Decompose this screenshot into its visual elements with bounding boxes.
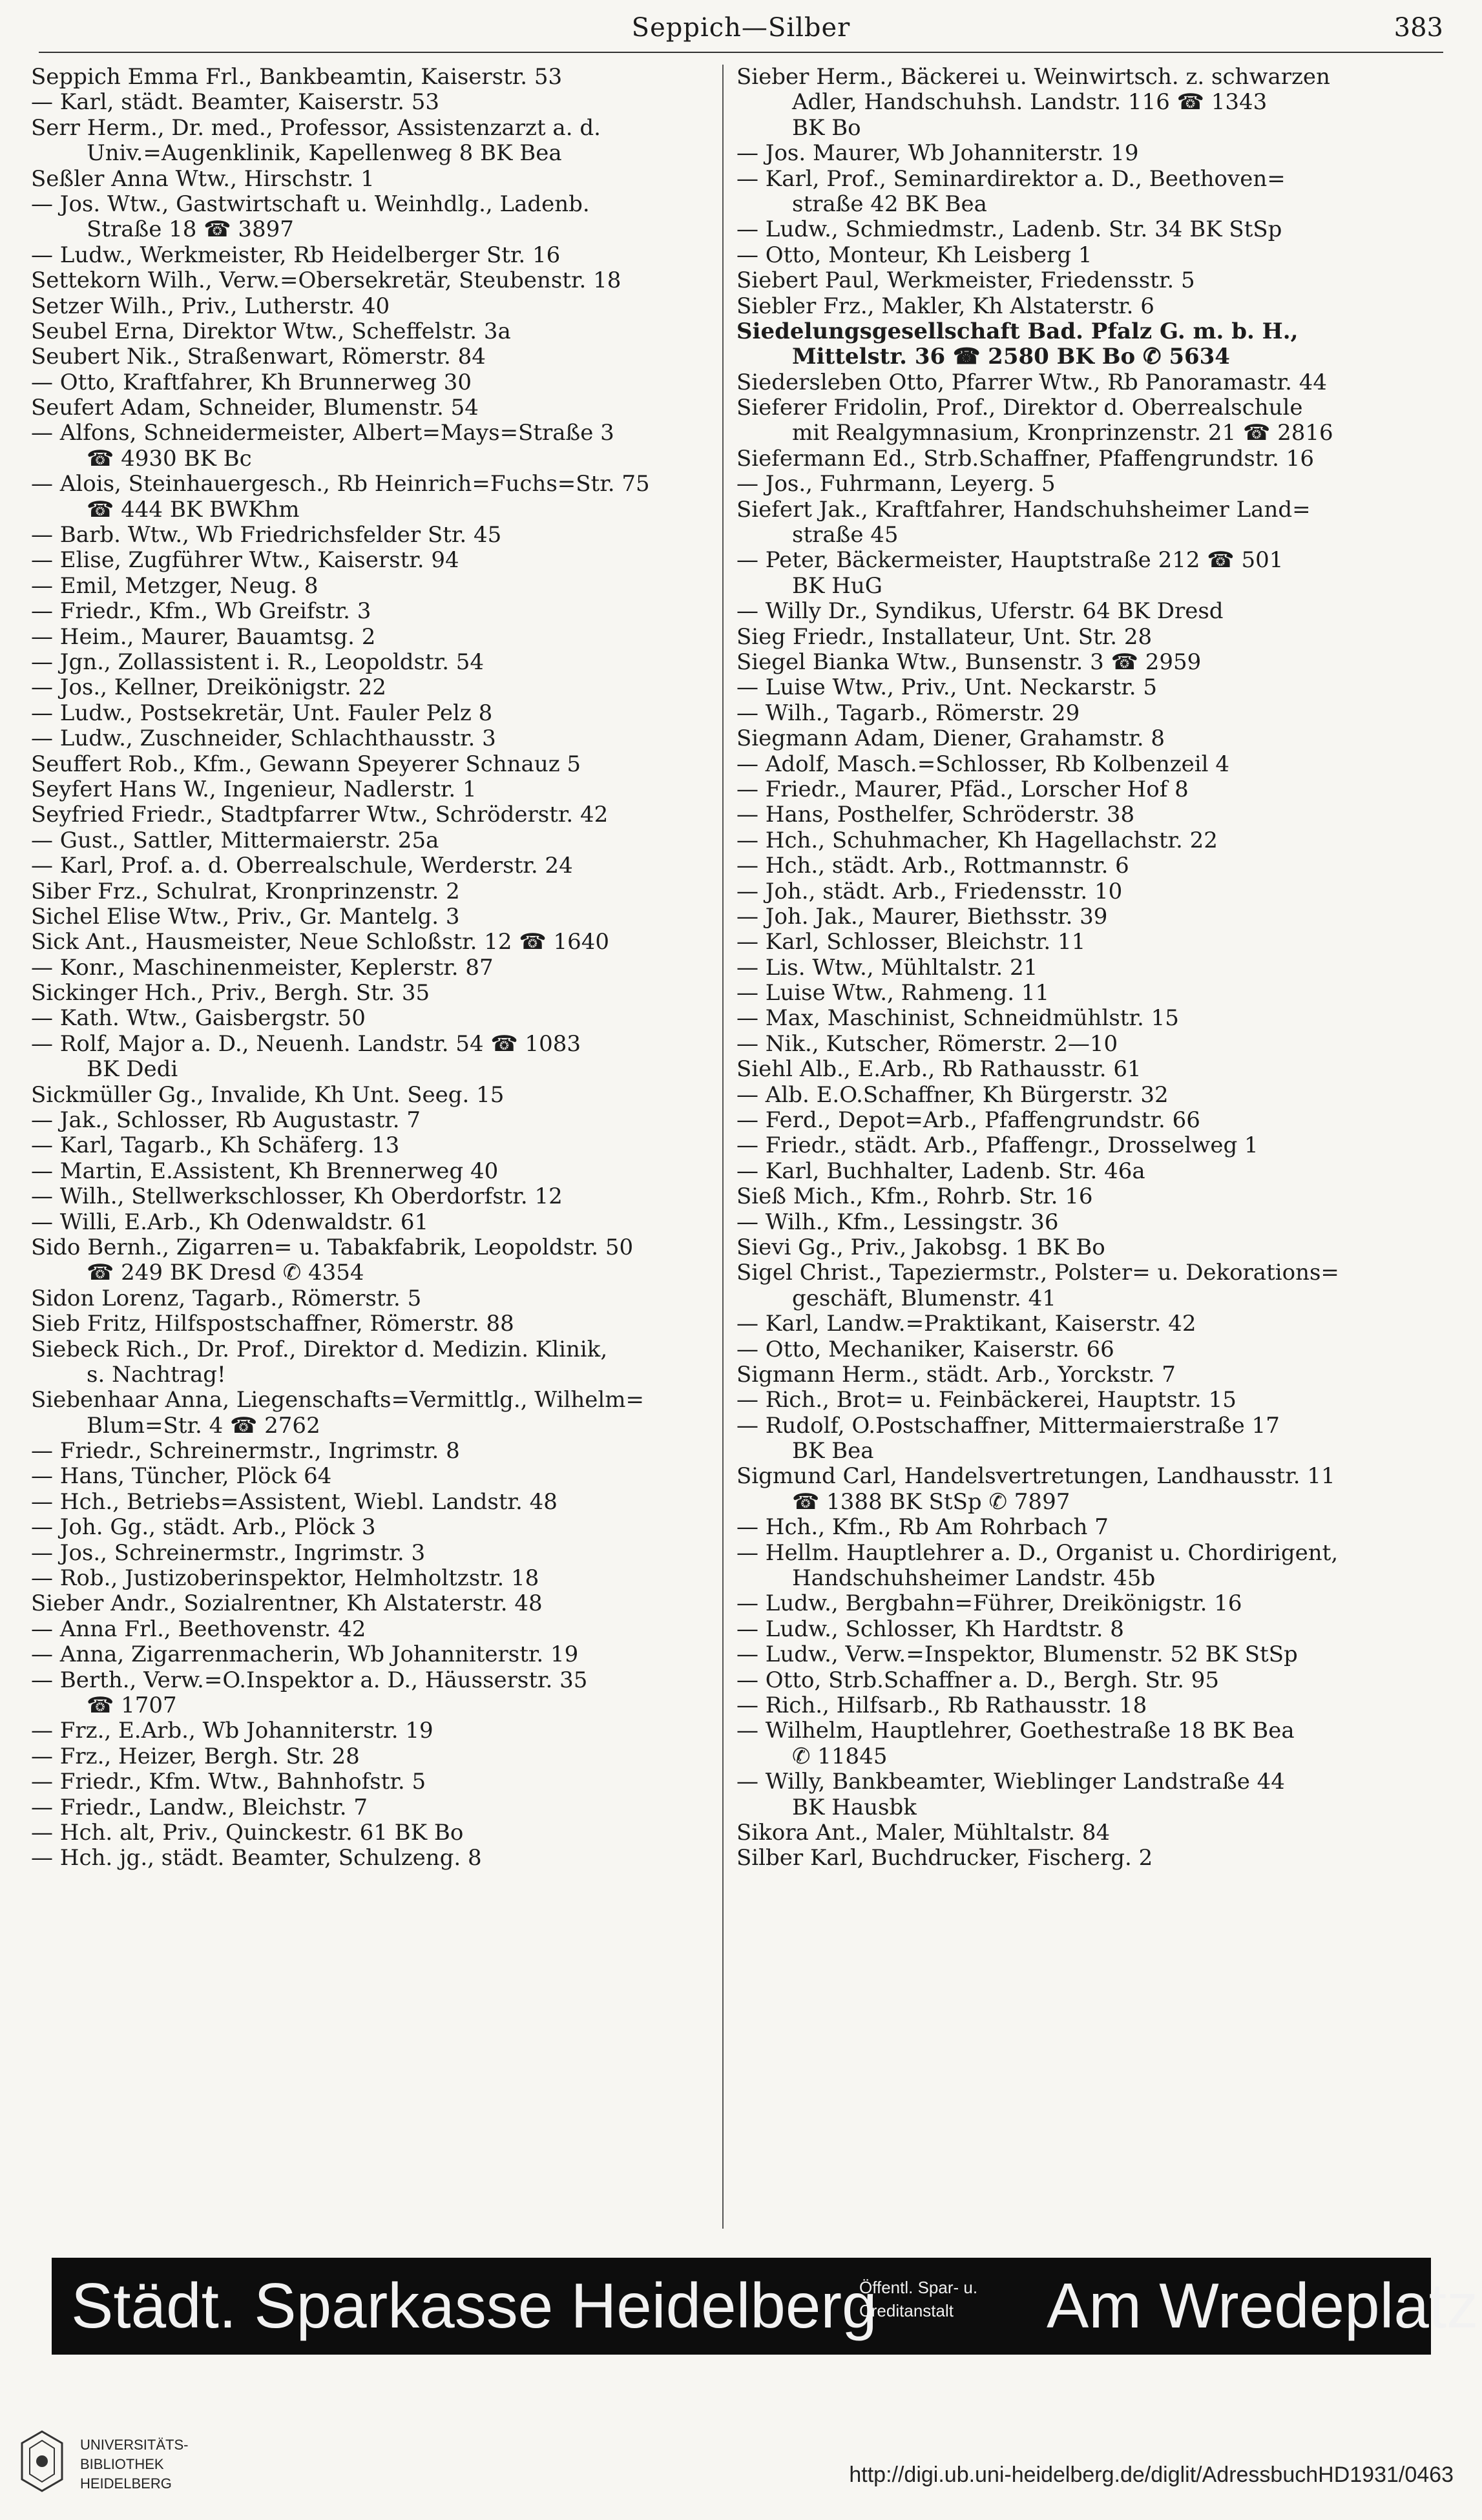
directory-entry: Silber Karl, Buchdrucker, Fischerg. 2 [736, 1845, 1153, 1871]
directory-entry: — Karl, Schlosser, Bleichstr. 11 [736, 929, 1086, 955]
directory-entry: Sichel Elise Wtw., Priv., Gr. Mantelg. 3 [31, 903, 460, 930]
directory-entry: — Willy Dr., Syndikus, Uferstr. 64 BK Dresd [736, 598, 1224, 625]
directory-entry: Straße 18 ☎ 3897 [87, 216, 294, 243]
directory-entry: Sidon Lorenz, Tagarb., Römerstr. 5 [31, 1285, 422, 1311]
directory-entry: — Otto, Kraftfahrer, Kh Brunnerweg 30 [31, 369, 472, 395]
directory-entry: Siebert Paul, Werkmeister, Friedensstr. 5 [736, 267, 1195, 294]
directory-entry: — Peter, Bäckermeister, Hauptstraße 212 ☎ 501 [736, 547, 1284, 574]
directory-entry: — Jgn., Zollassistent i. R., Leopoldstr. 54 [31, 649, 485, 675]
directory-entry: — Barb. Wtw., Wb Friedrichsfelder Str. 45 [31, 522, 502, 548]
directory-entry: — Ludw., Schmiedmstr., Ladenb. Str. 34 BK StSp [736, 216, 1282, 243]
directory-entry: — Friedr., Kfm. Wtw., Bahnhofstr. 5 [31, 1769, 426, 1795]
directory-entry: — Ferd., Depot=Arb., Pfaffengrundstr. 66 [736, 1107, 1200, 1134]
directory-entry: Sigel Christ., Tapeziermstr., Polster= u. Dekorations= [736, 1260, 1339, 1286]
banner-location: Am Wredeplatz [1047, 2270, 1479, 2341]
directory-entry: — Otto, Strb.Schaffner a. D., Bergh. Str. 95 [736, 1667, 1219, 1693]
directory-entry: — Martin, E.Assistent, Kh Brennerweg 40 [31, 1158, 499, 1184]
directory-entry: straße 42 BK Bea [792, 191, 987, 217]
directory-entry: ☎ 4930 BK Bc [87, 445, 252, 472]
directory-entry: Adler, Handschuhsh. Landstr. 116 ☎ 1343 [792, 89, 1268, 116]
directory-entry: Sieferer Fridolin, Prof., Direktor d. Oberrealschule [736, 395, 1303, 421]
directory-entry: Sieber Andr., Sozialrentner, Kh Alstaterstr. 48 [31, 1590, 543, 1617]
directory-entry: Siedersleben Otto, Pfarrer Wtw., Rb Panoramastr. 44 [736, 369, 1327, 395]
library-name [80, 2435, 188, 2494]
directory-entry: Siebler Frz., Makler, Kh Alstaterstr. 6 [736, 293, 1154, 319]
directory-entry: — Ludw., Verw.=Inspektor, Blumenstr. 52 BK StSp [736, 1641, 1298, 1668]
directory-entry: — Gust., Sattler, Mittermaierstr. 25a [31, 827, 439, 853]
directory-entry: — Konr., Maschinenmeister, Keplerstr. 87 [31, 954, 494, 981]
header-rule [39, 52, 1443, 53]
directory-entry: s. Nachtrag! [87, 1361, 226, 1388]
directory-entry: — Alfons, Schneidermeister, Albert=Mays=Straße 3 [31, 420, 614, 446]
directory-entry: — Jos., Schreinermstr., Ingrimstr. 3 [31, 1539, 426, 1566]
directory-entry: — Kath. Wtw., Gaisbergstr. 50 [31, 1005, 366, 1032]
directory-entry: BK HuG [792, 572, 882, 599]
directory-entry: Siedelungsgesellschaft Bad. Pfalz G. m. b. H., [736, 318, 1299, 344]
directory-entry: — Anna Frl., Beethovenstr. 42 [31, 1616, 366, 1642]
directory-entry: — Hch. alt, Priv., Quinckestr. 61 BK Bo [31, 1819, 464, 1846]
directory-entry: — Willi, E.Arb., Kh Odenwaldstr. 61 [31, 1209, 429, 1235]
directory-entry: Sickmüller Gg., Invalide, Kh Unt. Seeg. 15 [31, 1081, 505, 1108]
directory-entry: Blum=Str. 4 ☎ 2762 [87, 1412, 320, 1439]
banner-subtitle [859, 2276, 977, 2322]
directory-entry: — Wilh., Tagarb., Römerstr. 29 [736, 700, 1080, 726]
directory-entry: — Joh. Jak., Maurer, Biethsstr. 39 [736, 903, 1108, 930]
directory-entry: — Frz., Heizer, Bergh. Str. 28 [31, 1743, 360, 1769]
directory-entry: straße 45 [792, 522, 899, 548]
directory-entry: — Wilhelm, Hauptlehrer, Goethestraße 18 BK Bea [736, 1718, 1295, 1744]
directory-entry: Seubel Erna, Direktor Wtw., Scheffelstr. 3a [31, 318, 511, 344]
directory-entry: — Karl, Buchhalter, Ladenb. Str. 46a [736, 1158, 1145, 1184]
directory-entry: — Rich., Brot= u. Feinbäckerei, Hauptstr. 15 [736, 1387, 1237, 1413]
directory-entry: Siegmann Adam, Diener, Grahamstr. 8 [736, 725, 1165, 752]
directory-entry: — Otto, Monteur, Kh Leisberg 1 [736, 242, 1092, 268]
directory-entry: ✆ 11845 [792, 1743, 888, 1769]
directory-entry: Siebeck Rich., Dr. Prof., Direktor d. Medizin. Klinik, [31, 1336, 608, 1362]
directory-entry: — Hans, Tüncher, Plöck 64 [31, 1463, 332, 1490]
directory-entry: — Ludw., Schlosser, Kh Hardtstr. 8 [736, 1616, 1124, 1642]
directory-entry: — Otto, Mechaniker, Kaiserstr. 66 [736, 1336, 1114, 1362]
directory-entry: — Hch., Schuhmacher, Kh Hagellachstr. 22 [736, 827, 1218, 853]
directory-entry: — Luise Wtw., Rahmeng. 11 [736, 980, 1050, 1006]
directory-entry: — Wilh., Stellwerkschlosser, Kh Oberdorfstr. 12 [31, 1183, 563, 1210]
directory-entry: Sick Ant., Hausmeister, Neue Schloßstr. 12 ☎ 1640 [31, 929, 610, 955]
directory-entry: Sigmund Carl, Handelsvertretungen, Landhausstr. 11 [736, 1463, 1335, 1490]
directory-entry: Siefermann Ed., Strb.Schaffner, Pfaffengrundstr. 16 [736, 445, 1314, 472]
directory-entry: — Jos. Maurer, Wb Johanniterstr. 19 [736, 140, 1139, 167]
library-name-line-1: UNIVERSITÄTS- [80, 2437, 189, 2453]
banner-subtitle-line-1: Öffentl. Spar- u. [859, 2278, 978, 2297]
directory-entry: Siber Frz., Schulrat, Kronprinzenstr. 2 [31, 878, 460, 904]
directory-entry: — Karl, Tagarb., Kh Schäferg. 13 [31, 1132, 400, 1159]
directory-entry: — Elise, Zugführer Wtw., Kaiserstr. 94 [31, 547, 459, 574]
directory-entry: — Friedr., städt. Arb., Pfaffengr., Drosselweg 1 [736, 1132, 1258, 1159]
library-name-line-3: HEIDELBERG [80, 2475, 172, 2492]
directory-entry: — Jos., Kellner, Dreikönigstr. 22 [31, 674, 386, 701]
directory-entry: Mittelstr. 36 ☎ 2580 BK Bo ✆ 5634 [792, 344, 1230, 370]
directory-entry: — Friedr., Schreinermstr., Ingrimstr. 8 [31, 1438, 460, 1464]
directory-entry: Siefert Jak., Kraftfahrer, Handschuhsheimer Land= [736, 496, 1311, 523]
directory-entry: — Joh., städt. Arb., Friedensstr. 10 [736, 878, 1123, 904]
directory-entry: — Karl, Landw.=Praktikant, Kaiserstr. 42 [736, 1311, 1196, 1337]
directory-entry: Seyfried Friedr., Stadtpfarrer Wtw., Schröderstr. 42 [31, 802, 609, 828]
directory-entry: ☎ 249 BK Dresd ✆ 4354 [87, 1260, 364, 1286]
directory-entry: — Rich., Hilfsarb., Rb Rathausstr. 18 [736, 1692, 1147, 1718]
directory-entry: BK Dedi [87, 1056, 178, 1083]
directory-entry: — Hch., städt. Arb., Rottmannstr. 6 [736, 853, 1129, 879]
directory-entry: — Heim., Maurer, Bauamtsg. 2 [31, 623, 376, 650]
directory-entry: Sikora Ant., Maler, Mühltalstr. 84 [736, 1819, 1111, 1846]
directory-entry: — Luise Wtw., Priv., Unt. Neckarstr. 5 [736, 674, 1157, 701]
directory-entry: Siegel Bianka Wtw., Bunsenstr. 3 ☎ 2959 [736, 649, 1202, 675]
directory-entry: — Hch. jg., städt. Beamter, Schulzeng. 8 [31, 1845, 482, 1871]
directory-entry: Univ.=Augenklinik, Kapellenweg 8 BK Bea [87, 140, 562, 167]
directory-entry: Settekorn Wilh., Verw.=Obersekretär, Steubenstr. 18 [31, 267, 621, 294]
directory-entry: ☎ 1707 [87, 1692, 177, 1718]
column-divider [722, 65, 724, 2229]
directory-entry: Handschuhsheimer Landstr. 45b [792, 1565, 1156, 1592]
directory-entry: — Hans, Posthelfer, Schröderstr. 38 [736, 802, 1135, 828]
directory-entry: — Rudolf, O.Postschaffner, Mittermaierstraße 17 [736, 1412, 1280, 1439]
directory-entry: — Ludw., Postsekretär, Unt. Fauler Pelz 8 [31, 700, 493, 726]
directory-entry: — Jos. Wtw., Gastwirtschaft u. Weinhdlg., Ladenb. [31, 191, 590, 217]
directory-entry: Serr Herm., Dr. med., Professor, Assistenzarzt a. d. [31, 114, 601, 141]
directory-entry: — Frz., E.Arb., Wb Johanniterstr. 19 [31, 1718, 433, 1744]
directory-entry: — Karl, Prof. a. d. Oberrealschule, Werderstr. 24 [31, 853, 573, 879]
page-title: Seppich—Silber [631, 13, 851, 43]
directory-entry: Seppich Emma Frl., Bankbeamtin, Kaiserstr. 53 [31, 64, 563, 90]
directory-entry: — Friedr., Landw., Bleichstr. 7 [31, 1794, 368, 1820]
library-name-line-2: BIBLIOTHEK [80, 2456, 164, 2472]
directory-entry: — Emil, Metzger, Neug. 8 [31, 572, 318, 599]
directory-entry: Seßler Anna Wtw., Hirschstr. 1 [31, 165, 375, 192]
directory-entry: — Joh. Gg., städt. Arb., Plöck 3 [31, 1514, 376, 1541]
directory-entry: — Hch., Kfm., Rb Am Rohrbach 7 [736, 1514, 1109, 1541]
directory-entry: — Nik., Kutscher, Römerstr. 2—10 [736, 1030, 1118, 1057]
directory-entry: Seufert Adam, Schneider, Blumenstr. 54 [31, 395, 479, 421]
right-column [736, 65, 1425, 2229]
directory-entry: Sieb Fritz, Hilfspostschaffner, Römerstr. 88 [31, 1311, 514, 1337]
directory-entry: — Friedr., Kfm., Wb Greifstr. 3 [31, 598, 371, 625]
directory-entry: Sigmann Herm., städt. Arb., Yorckstr. 7 [736, 1361, 1176, 1388]
directory-entry: — Jos., Fuhrmann, Leyerg. 5 [736, 471, 1056, 497]
university-library-logo-icon [19, 2429, 65, 2494]
directory-entry: — Hellm. Hauptlehrer a. D., Organist u. Chordirigent, [736, 1539, 1339, 1566]
banner-subtitle-line-2: Creditanstalt [859, 2301, 954, 2320]
directory-entry: — Ludw., Werkmeister, Rb Heidelberger Str. 16 [31, 242, 561, 268]
directory-entry: — Adolf, Masch.=Schlosser, Rb Kolbenzeil 4 [736, 751, 1229, 777]
directory-entry: Siehl Alb., E.Arb., Rb Rathausstr. 61 [736, 1056, 1142, 1083]
directory-entry: BK Bea [792, 1438, 874, 1464]
directory-entry: geschäft, Blumenstr. 41 [792, 1285, 1056, 1311]
directory-entry: — Anna, Zigarrenmacherin, Wb Johanniterstr. 19 [31, 1641, 579, 1668]
directory-entry: — Willy, Bankbeamter, Wieblinger Landstraße 44 [736, 1769, 1285, 1795]
directory-entry: Sieg Friedr., Installateur, Unt. Str. 28 [736, 623, 1153, 650]
directory-entry: Sieß Mich., Kfm., Rohrb. Str. 16 [736, 1183, 1093, 1210]
page-number: 383 [1393, 13, 1443, 43]
directory-entry: — Jak., Schlosser, Rb Augustastr. 7 [31, 1107, 421, 1134]
directory-entry: — Karl, städt. Beamter, Kaiserstr. 53 [31, 89, 440, 116]
directory-entry: — Ludw., Bergbahn=Führer, Dreikönigstr. 16 [736, 1590, 1242, 1617]
directory-entry: — Max, Maschinist, Schneidmühlstr. 15 [736, 1005, 1179, 1032]
directory-entry: ☎ 1388 BK StSp ✆ 7897 [792, 1488, 1070, 1515]
directory-entry: Seyfert Hans W., Ingenieur, Nadlerstr. 1 [31, 776, 477, 802]
directory-entry: Sido Bernh., Zigarren= u. Tabakfabrik, Leopoldstr. 50 [31, 1234, 634, 1260]
directory-entry: — Alb. E.O.Schaffner, Kh Bürgerstr. 32 [736, 1081, 1169, 1108]
directory-entry: ☎ 444 BK BWKhm [87, 496, 300, 523]
directory-entry: Seuffert Rob., Kfm., Gewann Speyerer Schnauz 5 [31, 751, 581, 777]
directory-entry: BK Bo [792, 114, 861, 141]
directory-entry: Sickinger Hch., Priv., Bergh. Str. 35 [31, 980, 430, 1006]
directory-entry: — Friedr., Maurer, Pfäd., Lorscher Hof 8 [736, 776, 1189, 802]
advertisement-banner [52, 2258, 1479, 2355]
directory-entry: — Rolf, Major a. D., Neuenh. Landstr. 54 ☎ 1083 [31, 1030, 581, 1057]
directory-entry: — Hch., Betriebs=Assistent, Wiebl. Landstr. 48 [31, 1488, 558, 1515]
directory-entry: mit Realgymnasium, Kronprinzenstr. 21 ☎ 2816 [792, 420, 1333, 446]
directory-entry: — Lis. Wtw., Mühltalstr. 21 [736, 954, 1038, 981]
directory-entry: — Wilh., Kfm., Lessingstr. 36 [736, 1209, 1059, 1235]
directory-entry: Seubert Nik., Straßenwart, Römerstr. 84 [31, 344, 486, 370]
page-header [39, 9, 1443, 53]
source-url-link[interactable]: http://digi.ub.uni-heidelberg.de/diglit/AdressbuchHD1931/0463 [849, 2463, 1454, 2487]
directory-entry: — Berth., Verw.=O.Inspektor a. D., Häusserstr. 35 [31, 1667, 588, 1693]
banner-bank-name: Städt. Sparkasse Heidelberg [71, 2270, 877, 2341]
left-column [31, 65, 720, 2229]
directory-entry: Sieber Herm., Bäckerei u. Weinwirtsch. z. schwarzen [736, 64, 1330, 90]
directory-entry: Sievi Gg., Priv., Jakobsg. 1 BK Bo [736, 1234, 1105, 1260]
directory-entry: Siebenhaar Anna, Liegenschafts=Vermittlg., Wilhelm= [31, 1387, 645, 1413]
directory-entry: Setzer Wilh., Priv., Lutherstr. 40 [31, 293, 390, 319]
directory-entry: — Ludw., Zuschneider, Schlachthausstr. 3 [31, 725, 496, 752]
directory-entry: — Karl, Prof., Seminardirektor a. D., Beethoven= [736, 165, 1286, 192]
directory-entry: — Alois, Steinhauergesch., Rb Heinrich=Fuchs=Str. 75 [31, 471, 650, 497]
directory-entry: — Rob., Justizoberinspektor, Helmholtzstr. 18 [31, 1565, 539, 1592]
directory-entry: BK Hausbk [792, 1794, 917, 1820]
